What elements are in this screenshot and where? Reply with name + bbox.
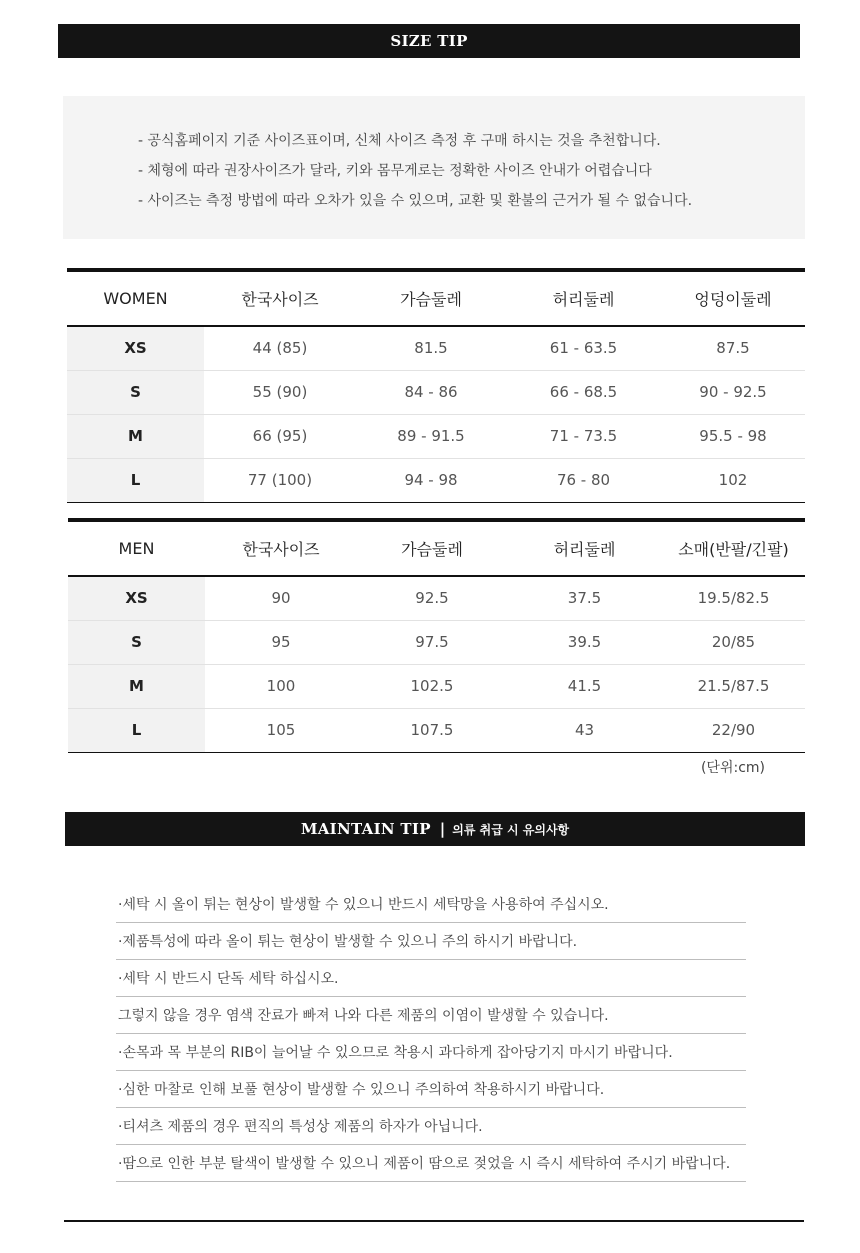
bottom-divider	[64, 1220, 804, 1222]
unit-note: (단위:cm)	[700, 760, 765, 776]
table-cell: 22/90	[662, 708, 805, 752]
table-cell: 66 - 68.5	[506, 370, 661, 414]
table-cell: 44 (85)	[204, 326, 356, 370]
table-cell: 95	[205, 620, 357, 664]
table-cell: 19.5/82.5	[662, 576, 805, 620]
table-cell: 66 (95)	[204, 414, 356, 458]
table-cell: 100	[205, 664, 357, 708]
size-tip-title: SIZE TIP	[390, 32, 468, 50]
size-label: M	[68, 664, 205, 708]
column-header: MEN	[68, 520, 205, 576]
column-header: 한국사이즈	[204, 270, 356, 326]
size-label: L	[67, 458, 204, 502]
table-row	[67, 370, 805, 414]
table-cell: 21.5/87.5	[662, 664, 805, 708]
table-cell: 37.5	[507, 576, 662, 620]
table-cell: 107.5	[357, 708, 507, 752]
table-cell: 61 - 63.5	[506, 326, 661, 370]
table-row	[67, 414, 805, 458]
table-cell: 71 - 73.5	[506, 414, 661, 458]
column-header: 엉덩이둘레	[661, 270, 805, 326]
table-cell: 102	[661, 458, 805, 502]
table-cell: 84 - 86	[356, 370, 506, 414]
table-cell: 77 (100)	[204, 458, 356, 502]
size-tip-note: - 체형에 따라 권장사이즈가 달라, 키와 몸무게로는 정확한 사이즈 안내가 어렵습니다	[138, 163, 652, 179]
list-item: ·세탁 시 올이 튀는 현상이 발생할 수 있으니 반드시 세탁망을 사용하여 주십시오.	[116, 886, 746, 923]
table-row	[67, 458, 805, 502]
size-label: XS	[67, 326, 204, 370]
column-header: 가슴둘레	[356, 270, 506, 326]
table-cell: 76 - 80	[506, 458, 661, 502]
column-header: WOMEN	[67, 270, 204, 326]
size-tip-header	[58, 24, 800, 58]
column-header: 허리둘레	[507, 520, 662, 576]
size-tip-notes	[63, 96, 805, 239]
size-label: L	[68, 708, 205, 752]
maintain-tip-header	[65, 812, 805, 846]
table-cell: 92.5	[357, 576, 507, 620]
table-cell: 39.5	[507, 620, 662, 664]
table-cell: 94 - 98	[356, 458, 506, 502]
women-size-table	[67, 268, 805, 503]
table-header-row	[68, 520, 805, 576]
care-instructions-list	[116, 886, 746, 1182]
table-cell: 102.5	[357, 664, 507, 708]
size-tip-note: - 사이즈는 측정 방법에 따라 오차가 있을 수 있으며, 교환 및 환불의 근거가 될 수 없습니다.	[138, 193, 693, 209]
size-tip-note: - 공식홈페이지 기준 사이즈표이며, 신체 사이즈 측정 후 구매 하시는 것을 추천합니다.	[138, 133, 661, 149]
table-cell: 105	[205, 708, 357, 752]
table-row	[68, 708, 805, 752]
table-cell: 89 - 91.5	[356, 414, 506, 458]
table-cell: 90	[205, 576, 357, 620]
title-separator: |	[439, 820, 446, 838]
size-label: M	[67, 414, 204, 458]
list-item: ·땀으로 인한 부분 탈색이 발생할 수 있으니 제품이 땀으로 젖었을 시 즉시 세탁하여 주시기 바랍니다.	[116, 1145, 746, 1182]
table-cell: 87.5	[661, 326, 805, 370]
table-cell: 97.5	[357, 620, 507, 664]
list-item: ·세탁 시 반드시 단독 세탁 하십시오.	[116, 960, 746, 997]
column-header: 가슴둘레	[357, 520, 507, 576]
list-item: ·제품특성에 따라 올이 튀는 현상이 발생할 수 있으니 주의 하시기 바랍니다.	[116, 923, 746, 960]
size-label: S	[67, 370, 204, 414]
table-header-row	[67, 270, 805, 326]
table-cell: 41.5	[507, 664, 662, 708]
table-cell: 43	[507, 708, 662, 752]
maintain-tip-subtitle: 의류 취급 시 유의사항	[452, 822, 570, 837]
maintain-tip-title: MAINTAIN TIP	[300, 820, 431, 838]
table-row	[68, 620, 805, 664]
list-item: ·심한 마찰로 인해 보풀 현상이 발생할 수 있으니 주의하여 착용하시기 바랍니다.	[116, 1071, 746, 1108]
table-row	[67, 326, 805, 370]
table-row	[68, 664, 805, 708]
size-label: S	[68, 620, 205, 664]
list-item: 그렇지 않을 경우 염색 잔료가 빠져 나와 다른 제품의 이염이 발생할 수 있습니다.	[116, 997, 746, 1034]
column-header: 한국사이즈	[205, 520, 357, 576]
table-row	[68, 576, 805, 620]
list-item: ·티셔츠 제품의 경우 편직의 특성상 제품의 하자가 아닙니다.	[116, 1108, 746, 1145]
table-cell: 95.5 - 98	[661, 414, 805, 458]
men-size-table	[68, 518, 805, 753]
table-cell: 90 - 92.5	[661, 370, 805, 414]
size-label: XS	[68, 576, 205, 620]
table-cell: 55 (90)	[204, 370, 356, 414]
table-cell: 20/85	[662, 620, 805, 664]
list-item: ·손목과 목 부분의 RIB이 늘어날 수 있으므로 착용시 과다하게 잡아당기지 마시기 바랍니다.	[116, 1034, 746, 1071]
column-header: 소매(반팔/긴팔)	[662, 520, 805, 576]
column-header: 허리둘레	[506, 270, 661, 326]
table-cell: 81.5	[356, 326, 506, 370]
